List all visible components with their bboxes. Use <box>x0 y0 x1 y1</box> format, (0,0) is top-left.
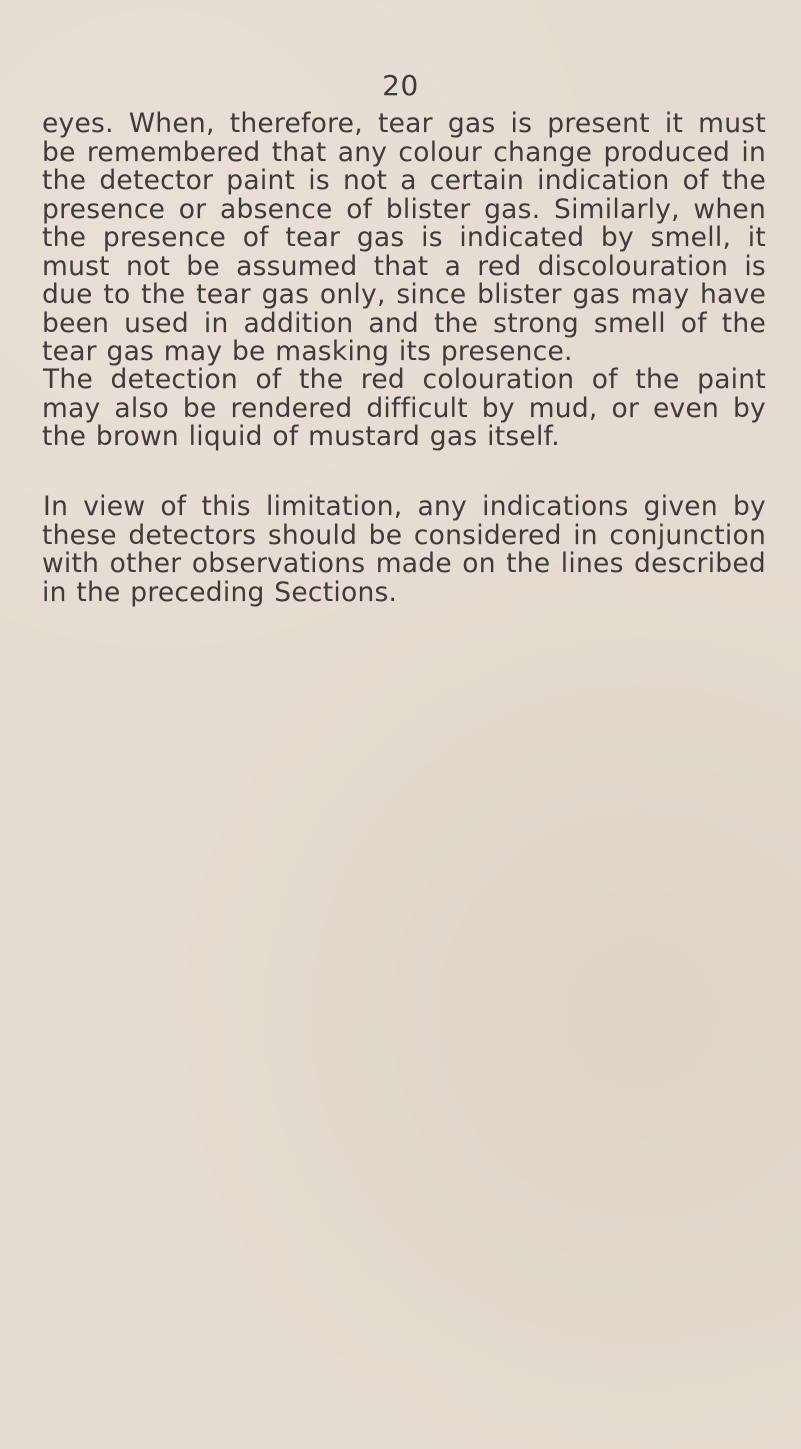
page-number: 20 <box>382 69 419 102</box>
body-paragraph-2: The detection of the red colouration of the paint may also be rendered difficult by mud, or even by the brown liquid of mustard gas itself. <box>42 364 766 452</box>
body-paragraph-3: In view of this limitation, any indications given by these detectors should be considered in conjunction with other observations made on the lines described in the preceding Sections. <box>42 491 766 608</box>
body-paragraph-1: eyes. When, therefore, tear gas is present it must be remembered that any colour change produced in the detector paint is not a certain indication of the presence or absence of blister gas. Similarly, when the presence of tear gas is indicated by smell, it must not be assumed that a red discolouration is due to the tear gas only, since blister gas may have been used in addition and the strong smell of the tear gas may be masking its presence. <box>42 108 766 367</box>
